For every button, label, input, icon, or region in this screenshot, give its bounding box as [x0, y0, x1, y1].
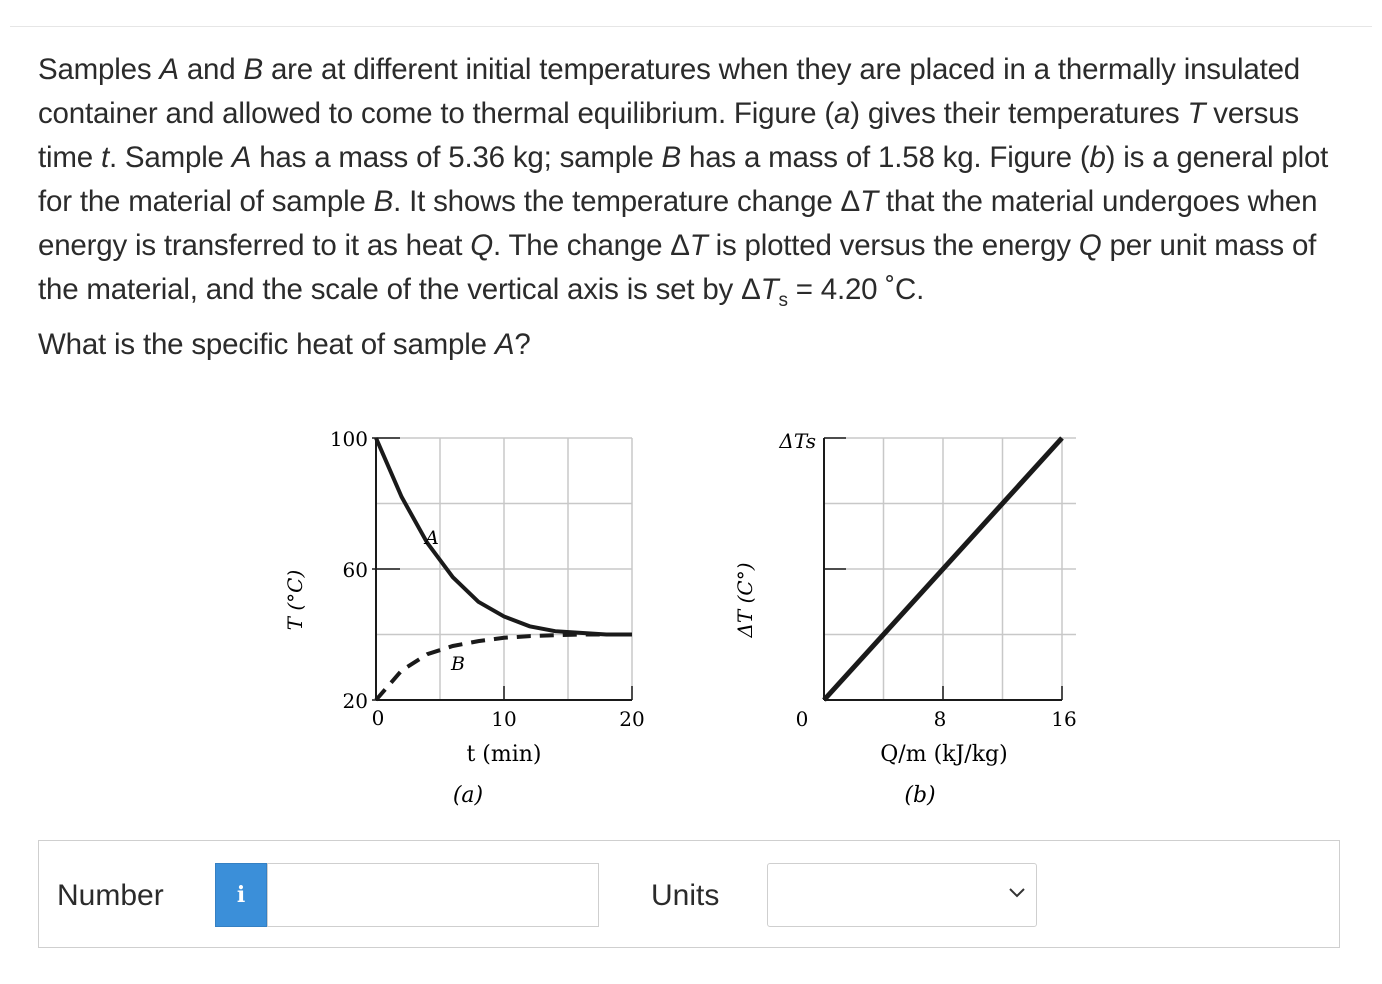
answer-box — [38, 840, 1340, 948]
question-run: that the material undergoes when energy is transferred to it as heat — [38, 185, 1318, 262]
figure-b-xtick-8: 8 — [933, 707, 947, 731]
question-run: T — [860, 185, 878, 218]
question-prompt-part: A — [494, 327, 515, 361]
figure-a-caption: (a) — [452, 783, 484, 808]
question-prompt-part: ? — [514, 327, 531, 361]
figure-b-caption: (b) — [904, 783, 936, 808]
question-run: are at different initial temperatures when they are placed in a thermally insulated container and allowed to come to thermal equilibrium. Figure ( — [38, 53, 1301, 130]
question-run: b — [1089, 141, 1106, 174]
question-run: ) gives their temperatures — [850, 97, 1188, 130]
question-run: has a mass of 5.36 kg; sample — [251, 141, 662, 174]
figures-svg — [270, 418, 1090, 818]
question-run: Samples — [38, 53, 160, 86]
question-run: s — [778, 289, 788, 311]
curve-b-label: B — [451, 653, 465, 675]
number-label: Number — [57, 879, 164, 912]
question-run: T — [689, 229, 708, 262]
figure-a-xlabel: t (min) — [466, 742, 542, 767]
chevron-down-icon — [1008, 886, 1026, 900]
question-run: B — [373, 185, 394, 218]
question-run: Q — [1078, 229, 1102, 262]
figure-a-xtick-20: 20 — [619, 707, 645, 731]
question-run: is plotted versus the energy — [707, 229, 1079, 262]
info-icon: i — [236, 882, 246, 908]
question-run: a — [833, 97, 851, 130]
question-run: B — [661, 141, 682, 174]
figure-a-ytick-20: 20 — [342, 689, 368, 713]
figure-a-xtick-0: 0 — [371, 706, 385, 730]
question-run: t — [100, 141, 109, 174]
question-run: . Sample — [108, 141, 232, 174]
question-prompt — [38, 323, 1338, 367]
figure-b-ylabel: ΔT (C°) — [733, 562, 757, 638]
figure-a-grid — [372, 438, 632, 700]
question-run: A — [231, 141, 252, 174]
question-text — [38, 48, 1338, 367]
question-run: per unit mass of the material, and the scale of the vertical axis is set by Δ — [38, 229, 1317, 306]
question-body — [38, 48, 1338, 323]
question-run: B — [243, 53, 263, 86]
question-run: has a mass of 1.58 kg. Figure ( — [681, 141, 1090, 174]
top-divider — [10, 26, 1372, 27]
question-run: and — [178, 53, 244, 86]
figure-panel — [270, 418, 1090, 818]
question-run: Q — [470, 229, 493, 262]
number-input[interactable] — [267, 863, 599, 927]
question-run: T — [760, 273, 779, 306]
question-run: = 4.20 ˚C. — [787, 273, 925, 306]
question-run: A — [159, 53, 179, 86]
figure-b-xlabel: Q/m (kJ/kg) — [880, 742, 1008, 767]
units-select[interactable] — [767, 863, 1037, 927]
figure-a-ytick-100: 100 — [329, 427, 368, 451]
figure-b-xtick-16: 16 — [1051, 707, 1077, 731]
figure-a-ytick-60: 60 — [342, 558, 368, 582]
units-label: Units — [651, 879, 720, 912]
figure-a-ylabel: T (°C) — [283, 569, 307, 631]
figure-a-xtick-10: 10 — [491, 707, 517, 731]
figure-b-xtick-0: 0 — [795, 707, 809, 731]
question-run: T — [1187, 97, 1206, 130]
curve-a-label: A — [425, 527, 439, 549]
question-prompt-part: What is the specific heat of sample — [38, 327, 495, 361]
question-run: ) is a general plot for the material of sample — [38, 141, 1329, 218]
figure-b-ytop: ΔTs — [779, 429, 816, 453]
figure-a — [283, 427, 645, 808]
question-run: . It shows the temperature change Δ — [393, 185, 861, 218]
figure-b — [733, 429, 1077, 808]
question-run: . The change Δ — [493, 229, 690, 262]
question-run: versus time — [38, 97, 1299, 174]
info-button[interactable] — [215, 863, 267, 927]
